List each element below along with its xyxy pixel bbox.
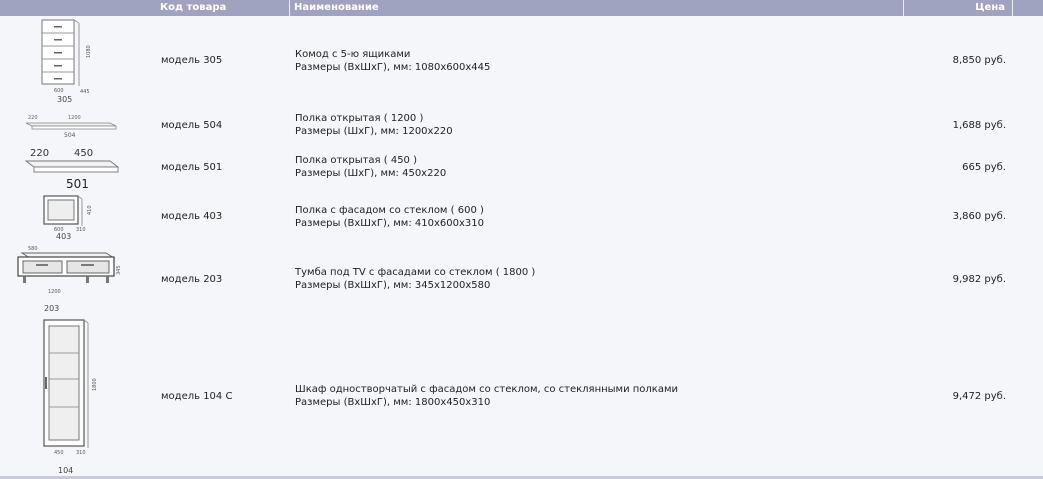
product-image-203 xyxy=(14,243,129,315)
dimension-label: 1200 xyxy=(68,115,81,121)
model-number-label: 403 xyxy=(56,232,72,241)
dimension-label: 310 xyxy=(76,450,86,456)
model-number-label: 104 xyxy=(58,466,74,475)
product-image-504 xyxy=(22,112,122,140)
product-dims: Размеры (ВхШхГ), мм: 1080х600х445 xyxy=(295,62,491,73)
dimension-label: 1800 xyxy=(92,378,98,391)
product-price: 665 руб. xyxy=(962,162,1006,173)
dimension-label: 410 xyxy=(87,205,93,215)
product-name: Полка открытая ( 450 ) xyxy=(295,155,417,166)
product-name: Полка с фасадом со стеклом ( 600 ) xyxy=(295,205,484,216)
product-name: Комод с 5-ю ящиками xyxy=(295,49,411,60)
product-image-305 xyxy=(24,18,104,108)
dimension-label: 450 xyxy=(54,450,64,456)
product-dims: Размеры (ШхГ), мм: 1200х220 xyxy=(295,126,453,137)
product-image-403 xyxy=(36,193,106,241)
model-number-label: 203 xyxy=(44,304,60,313)
header-code: Код товара xyxy=(160,2,227,13)
header-name: Наименование xyxy=(294,2,379,13)
product-name: Тумба под TV с фасадами со стеклом ( 1800 ) xyxy=(295,267,536,278)
table-row xyxy=(0,16,1043,108)
dimension-label: 1080 xyxy=(86,45,92,58)
dimension-label: 600 xyxy=(54,88,64,94)
product-code: модель 104 С xyxy=(161,391,233,402)
header-divider xyxy=(903,0,904,16)
product-code: модель 504 xyxy=(161,120,223,131)
product-dims: Размеры (ШхГ), мм: 450х220 xyxy=(295,168,447,179)
dimension-label: 450 xyxy=(74,148,94,159)
header-divider xyxy=(1012,0,1013,16)
product-name: Шкаф одностворчатый с фасадом со стеклом, со стеклянными полками xyxy=(295,384,679,395)
header-divider xyxy=(289,0,290,16)
product-code: модель 203 xyxy=(161,274,223,285)
product-price: 9,982 руб. xyxy=(952,274,1006,285)
product-code: модель 501 xyxy=(161,162,223,173)
dimension-label: 580 xyxy=(28,246,38,252)
product-image-501 xyxy=(22,146,122,192)
product-price: 8,850 руб. xyxy=(952,55,1006,66)
table-row xyxy=(0,316,1043,476)
table-row xyxy=(0,144,1043,192)
product-dims: Размеры (ВхШхГ), мм: 1800х450х310 xyxy=(295,397,491,408)
dimension-label: 310 xyxy=(76,227,86,233)
dimension-label: 445 xyxy=(80,89,90,95)
table-row xyxy=(0,242,1043,316)
product-price: 9,472 руб. xyxy=(952,391,1006,402)
product-dims: Размеры (ВхШхГ), мм: 410х600х310 xyxy=(295,218,484,229)
model-number-label: 504 xyxy=(64,132,76,139)
dimension-label: 1200 xyxy=(48,289,61,295)
product-image-104 xyxy=(30,317,110,477)
product-dims: Размеры (ВхШхГ), мм: 345х1200х580 xyxy=(295,280,491,291)
header-price: Цена xyxy=(975,2,1005,13)
model-number-label: 305 xyxy=(57,95,73,104)
table-row xyxy=(0,108,1043,144)
dimension-label: 220 xyxy=(30,148,50,159)
product-price: 3,860 руб. xyxy=(952,211,1006,222)
model-number-label: 501 xyxy=(66,177,89,191)
table-header xyxy=(0,0,1043,16)
table-row xyxy=(0,192,1043,242)
product-code: модель 403 xyxy=(161,211,223,222)
product-code: модель 305 xyxy=(161,55,223,66)
dimension-label: 600 xyxy=(54,227,64,233)
product-price: 1,688 руб. xyxy=(952,120,1006,131)
product-name: Полка открытая ( 1200 ) xyxy=(295,113,424,124)
dimension-label: 220 xyxy=(28,115,38,121)
dimension-label: 345 xyxy=(116,265,122,275)
